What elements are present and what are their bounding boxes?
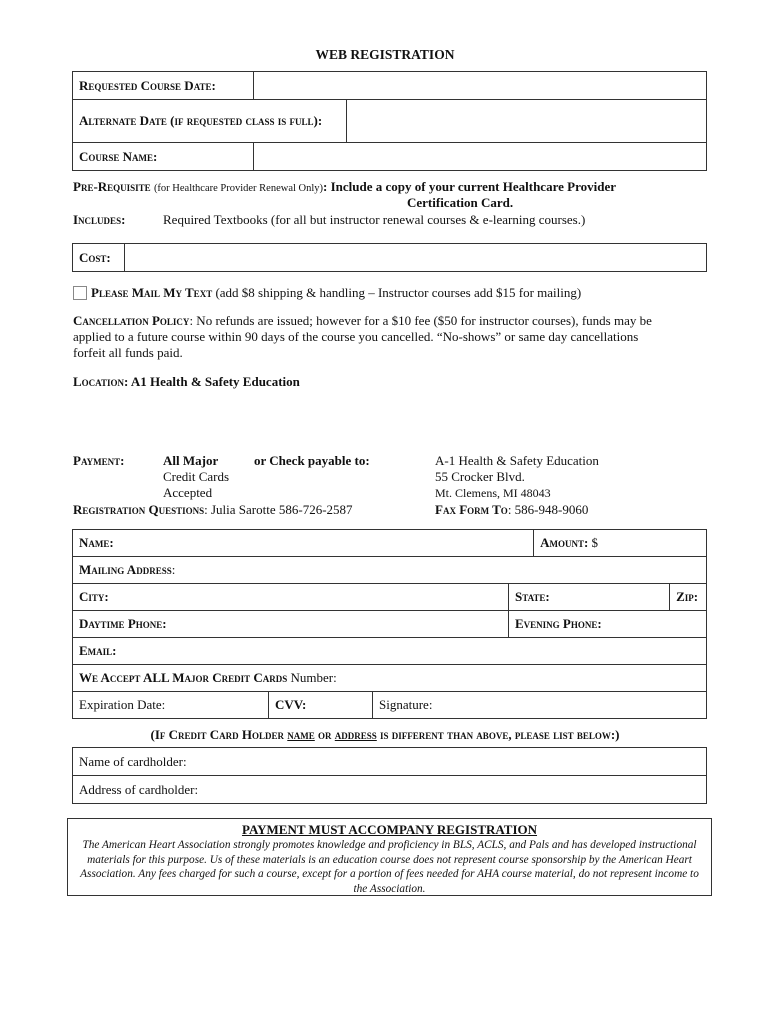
payment-methods [163,453,229,501]
includes-block [73,212,585,228]
credit-card-number-field[interactable] [73,665,707,692]
evening-phone-field[interactable] [509,611,707,638]
mail-text-label: Please Mail My Text [91,285,213,300]
mail-text-checkbox[interactable] [73,286,87,300]
payment-method-line1: All Major [163,453,219,468]
includes-text: Required Textbooks (for all but instructor renewal courses & e-learning courses.) [163,212,586,227]
requested-date-label-cell [73,72,254,100]
cardholder-note-or: or [314,727,335,742]
cost-label: Cost: [79,249,111,265]
amount-symbol: $ [591,535,599,550]
cardholder-note-part1: (If Credit Card Holder [150,727,288,742]
prerequisite-text-line1: : Include a copy of your current Healthcare Provider [323,179,616,194]
name-label: Name: [79,535,114,550]
check-payable-label: or Check payable to: [254,453,370,468]
cost-label-cell [73,244,125,272]
expiration-date-label: Expiration Date: [79,697,166,712]
requested-date-field[interactable] [254,72,707,100]
course-name-label: Course Name: [79,148,158,164]
aha-notice [67,818,712,896]
cost-field[interactable] [125,244,707,272]
evening-phone-label: Evening Phone: [515,616,602,631]
fax-label: Fax Form To [435,502,508,517]
state-label: State: [515,589,550,604]
payee-address-line3: Mt. Clemens, MI 48043 [435,486,551,500]
cost-form [72,243,707,272]
payee-address [435,453,599,501]
mail-text-detail: (add $8 shipping & handling – Instructor courses add $15 for mailing) [215,285,582,300]
cancellation-policy [73,313,718,361]
email-field[interactable] [73,638,707,665]
cardholder-address-field[interactable] [73,776,707,804]
personal-info-form [72,529,707,719]
payee-address-line2: 55 Crocker Blvd. [435,469,525,484]
amount-label: Amount: [540,535,589,550]
location-label: Location [73,374,125,389]
location-value: : A1 Health & Safety Education [124,374,300,389]
fax-form [435,502,588,518]
cancellation-line2: applied to a future course within 90 days of the course you cancelled. “No-shows” or same day cancellations [73,329,639,344]
prerequisite-note: (for Healthcare Provider Renewal Only) [153,183,324,194]
cardholder-note [0,727,770,743]
zip-label: Zip: [676,589,699,604]
requested-date-label: Requested Course Date: [79,77,216,93]
registration-questions [73,502,353,518]
location-block [73,374,300,390]
credit-card-suffix: Number: [287,670,337,685]
alternate-date-label-cell [73,100,347,143]
signature-field[interactable] [373,692,707,719]
notice-heading: PAYMENT MUST ACCOMPANY REGISTRATION [241,822,538,837]
daytime-phone-field[interactable] [73,611,509,638]
email-label: Email: [79,643,117,658]
prerequisite-text-line2: Certification Card. [407,195,514,210]
fax-value: : 586-948-9060 [507,502,589,517]
cancellation-line3: forfeit all funds paid. [73,345,183,360]
payee-address-line1: A-1 Health & Safety Education [435,453,599,468]
registration-questions-value: : Julia Sarotte 586-726-2587 [204,502,353,517]
cardholder-note-part2: is different than above, please list below:) [376,727,620,742]
state-field[interactable] [509,584,670,611]
signature-label: Signature: [379,697,433,712]
mailing-address-field[interactable] [73,557,707,584]
cancellation-line1: : No refunds are issued; however for a $10 fee ($50 for instructor courses), funds may be [189,313,652,328]
credit-card-label: We Accept ALL Major Credit Cards [79,670,288,685]
cardholder-name-label: Name of cardholder: [79,753,187,769]
expiration-date-field[interactable] [73,692,269,719]
prerequisite-label: Pre-Requisite [73,179,151,194]
cardholder-name-field[interactable] [73,748,707,776]
registration-questions-label: Registration Questions [73,502,205,517]
course-date-form [72,71,707,171]
mail-text-block [91,285,581,301]
prerequisite-block [73,179,713,197]
payment-label: Payment: [73,453,125,468]
zip-field[interactable] [670,584,707,611]
cardholder-form [72,747,707,804]
includes-label: Includes: [73,212,126,227]
alternate-date-field[interactable] [347,100,707,143]
mailing-address-label: Mailing Address [79,562,172,577]
cancellation-label: Cancellation Policy [73,313,190,328]
course-name-field[interactable] [254,143,707,171]
amount-field[interactable] [534,530,707,557]
city-field[interactable] [73,584,509,611]
name-field[interactable] [73,530,534,557]
alternate-date-label: Alternate Date (if requested class is full): [79,113,323,128]
notice-body: The American Heart Association strongly promotes knowledge and proficiency in BLS, ACLS, and Pals and has developed instructional materials for this purpose. Us of these materials is an education course does not represent course sponsorship by the American Heart Association. Any fees charged for such a course, except for a portion of fees needed for AHA course material, do not represent income to the Association. [80,839,699,895]
page-title: WEB REGISTRATION [315,47,455,62]
cardholder-address-label: Address of cardholder: [79,781,199,797]
cardholder-note-name: name [287,727,315,742]
payment-method-line2: Credit Cards [163,469,230,484]
cvv-field[interactable] [269,692,373,719]
course-name-label-cell [73,143,254,171]
mailing-address-colon: : [171,562,176,577]
daytime-phone-label: Daytime Phone: [79,616,167,631]
city-label: City: [79,589,109,604]
payment-method-line3: Accepted [163,485,213,500]
cvv-label: CVV: [275,697,307,712]
cardholder-note-address: address [334,727,377,742]
